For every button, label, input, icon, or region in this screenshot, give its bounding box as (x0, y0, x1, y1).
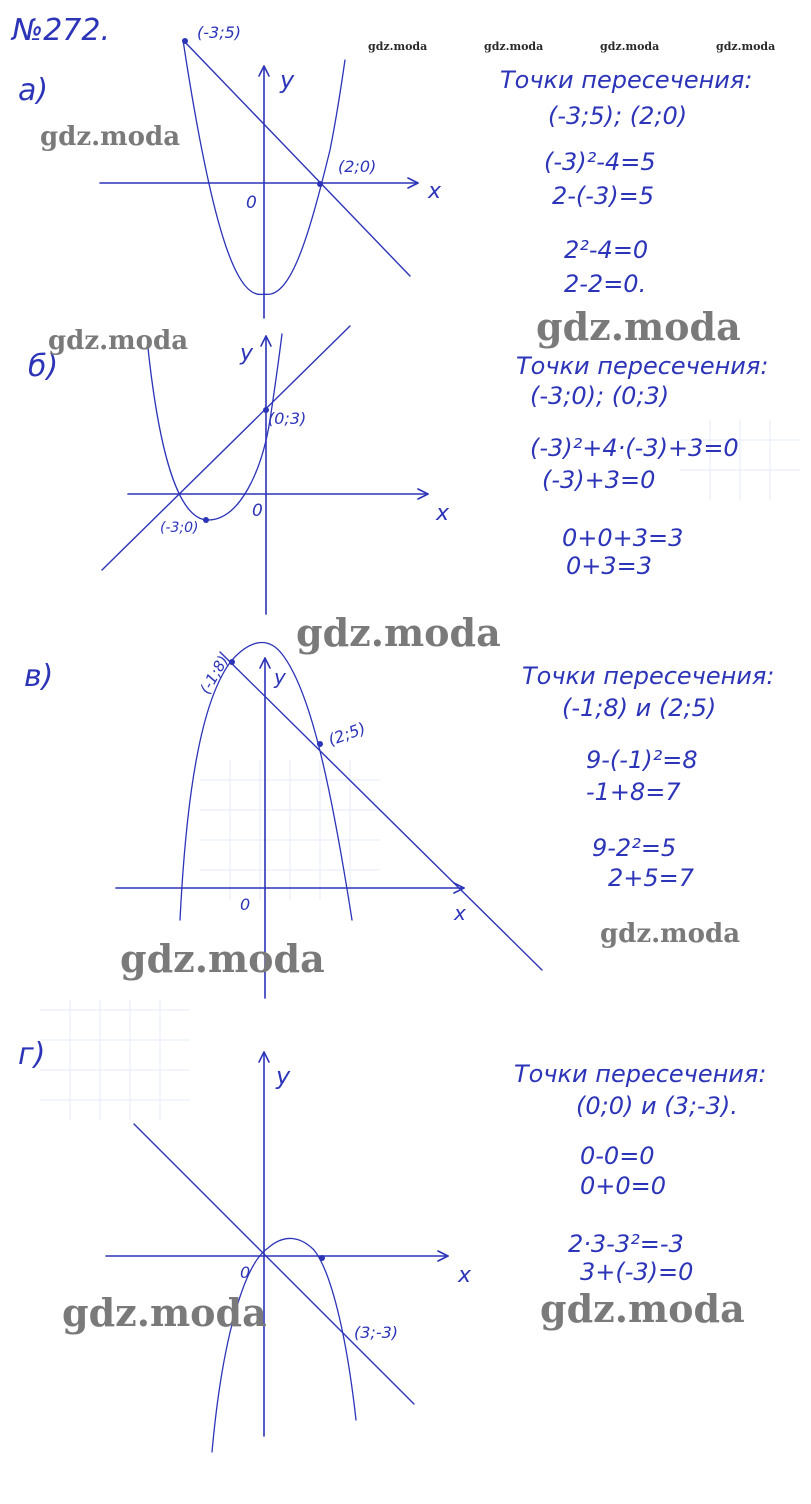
answer-title: Точки пересечения: (514, 1060, 767, 1088)
origin-label: 0 (240, 895, 251, 914)
watermark: gdz.moda (62, 1290, 267, 1335)
answer-points: (0;0) и (3;-3). (576, 1092, 738, 1120)
axis-label-y: y (276, 1062, 291, 1090)
point-label: (0;3) (268, 409, 307, 428)
check-line: 0+0=0 (580, 1172, 667, 1200)
intersection-point (317, 181, 323, 187)
origin-label: 0 (246, 193, 257, 213)
watermark: gdz.moda (48, 326, 189, 356)
origin-label: 0 (252, 501, 263, 521)
check-line: 2-(-3)=5 (552, 182, 654, 210)
watermark: gdz.moda (120, 936, 325, 981)
point-label: (-3;0) (160, 520, 199, 536)
intersection-point (319, 1255, 325, 1261)
watermark-small: gdz.moda (484, 40, 544, 53)
check-line: (-3)²+4·(-3)+3=0 (530, 434, 739, 462)
axis-label-y: y (274, 665, 286, 689)
watermark-small: gdz.moda (600, 40, 660, 53)
answer-points: (-3;5); (2;0) (548, 102, 688, 130)
answer-title: Точки пересечения: (500, 66, 753, 94)
check-line: 2²-4=0 (564, 236, 649, 264)
answer-c (522, 662, 774, 892)
check-line: 2+5=7 (608, 864, 695, 892)
check-line: 0-0=0 (580, 1142, 655, 1170)
line (102, 326, 350, 570)
part-b (28, 326, 768, 655)
watermark-small: gdz.moda (368, 40, 428, 53)
origin-label: 0 (240, 1263, 251, 1282)
part-label: б) (28, 349, 59, 384)
check-line: 0+3=3 (566, 552, 653, 580)
graph-a (100, 23, 442, 318)
check-line: 2·3-3²=-3 (568, 1230, 684, 1258)
line (134, 1124, 414, 1404)
axis-label-x: x (428, 179, 442, 204)
answer-title: Точки пересечения: (522, 662, 775, 690)
point-label: (2;5) (325, 718, 369, 750)
watermark: gdz.moda (536, 304, 741, 349)
check-line: (-3)+3=0 (542, 466, 656, 494)
answer-points: (-3;0); (0;3) (530, 382, 670, 410)
watermark: gdz.moda (296, 610, 501, 655)
problem-number: №272. (12, 13, 110, 48)
axis-label-y: y (280, 66, 295, 94)
answer-points: (-1;8) и (2;5) (562, 694, 717, 722)
answer-b (516, 352, 768, 580)
graph-b (102, 326, 450, 614)
check-line: 0+0+3=3 (562, 524, 684, 552)
part-label: г) (18, 1037, 46, 1072)
line (220, 652, 542, 970)
part-label: в) (24, 659, 54, 694)
point-label: (-3;5) (197, 23, 242, 42)
check-line: 9-(-1)²=8 (586, 746, 698, 774)
watermark: gdz.moda (540, 1286, 745, 1331)
check-line: 2-2=0. (564, 270, 647, 298)
check-line: -1+8=7 (586, 778, 681, 806)
watermark: gdz.moda (600, 919, 741, 949)
watermark: gdz.moda (40, 122, 181, 152)
parabola (212, 1238, 356, 1452)
graph-d (106, 1052, 472, 1452)
point-label: (2;0) (338, 157, 377, 176)
check-line: 3+(-3)=0 (580, 1258, 694, 1286)
vertex-point (203, 517, 209, 523)
axis-label-y: y (240, 341, 254, 366)
intersection-point (182, 38, 188, 44)
answer-d (514, 1060, 766, 1286)
intersection-point (317, 741, 323, 747)
answer-title: Точки пересечения: (516, 352, 769, 380)
check-line: 9-2²=5 (592, 834, 677, 862)
parabola (148, 334, 282, 520)
check-line: (-3)²-4=5 (544, 148, 656, 176)
point-label: (-1;8) (196, 652, 233, 698)
answer-a (500, 66, 752, 298)
watermark-small: gdz.moda (716, 40, 776, 53)
axis-label-x: x (454, 901, 466, 925)
part-a (18, 23, 752, 349)
point-label: (3;-3) (354, 1323, 399, 1342)
axis-label-x: x (458, 1263, 472, 1288)
top-watermarks (368, 40, 775, 53)
part-label: а) (18, 73, 49, 108)
axis-label-x: x (436, 501, 450, 526)
part-c (24, 643, 774, 998)
